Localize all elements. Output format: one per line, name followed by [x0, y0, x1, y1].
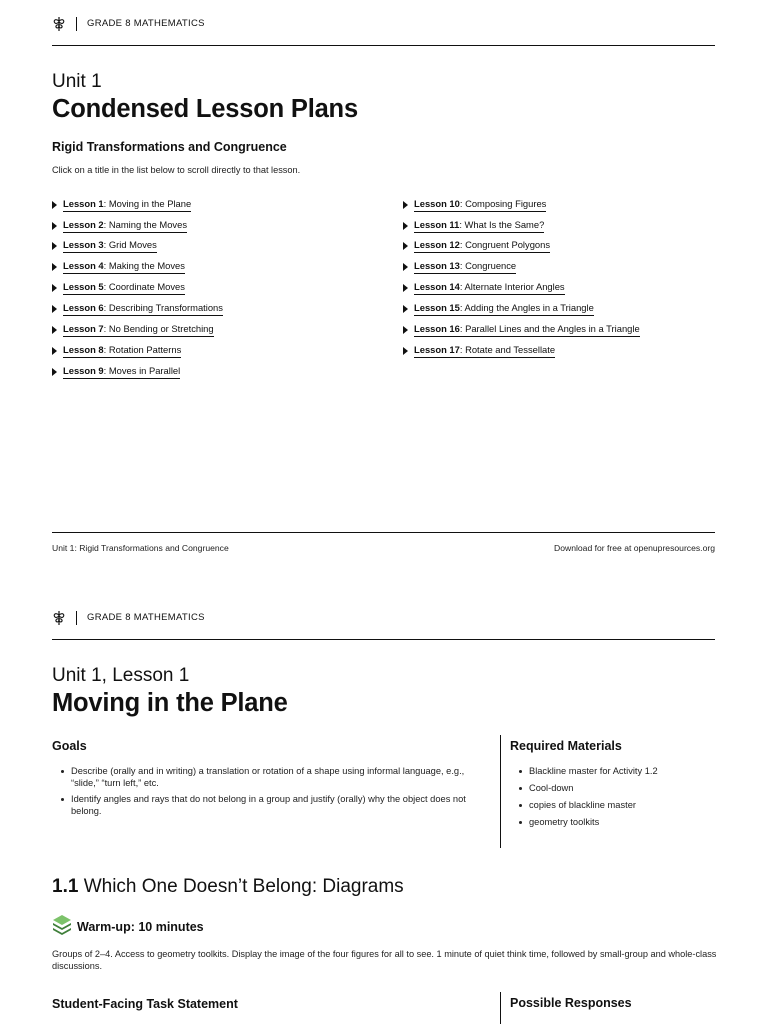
page-title: Condensed Lesson Plans	[52, 95, 358, 123]
triangle-bullet-icon	[52, 263, 57, 271]
triangle-bullet-icon	[52, 347, 57, 355]
stacked-layers-icon	[52, 914, 72, 936]
triangle-bullet-icon	[52, 222, 57, 230]
lesson-link-6[interactable]: Lesson 6: Describing Transformations	[52, 302, 223, 316]
footer-download-link[interactable]: Download for free at openupresources.org	[554, 543, 715, 553]
lesson-link-8[interactable]: Lesson 8: Rotation Patterns	[52, 344, 181, 358]
page-2	[0, 594, 768, 1024]
lesson-link-1[interactable]: Lesson 1: Moving in the Plane	[52, 198, 191, 212]
header-label: GRADE 8 MATHEMATICS	[87, 612, 205, 623]
instruction-text: Click on a title in the list below to scroll directly to that lesson.	[52, 165, 301, 175]
goal-item: Describe (orally and in writing) a translation or rotation of a shape using informal language, e.g., “slide,” “turn left,” etc.	[52, 765, 482, 789]
lesson-link-4[interactable]: Lesson 4: Making the Moves	[52, 260, 185, 274]
warmup-instructions: Groups of 2–4. Access to geometry toolkits. Display the image of the four figures for all to see. 1 minute of quiet think time, followed by small-group and whole-class discussions.	[52, 949, 717, 971]
goals-list	[52, 765, 482, 821]
lesson-link-2[interactable]: Lesson 2: Naming the Moves	[52, 219, 187, 233]
unit-subtitle: Rigid Transformations and Congruence	[52, 140, 287, 154]
flower-logo-icon	[52, 16, 66, 32]
materials-list	[510, 765, 730, 833]
activity-number: 1.1	[52, 876, 79, 897]
triangle-bullet-icon	[403, 305, 408, 313]
triangle-bullet-icon	[403, 222, 408, 230]
triangle-bullet-icon	[403, 263, 408, 271]
triangle-bullet-icon	[403, 326, 408, 334]
lesson-link-10[interactable]: Lesson 10: Composing Figures	[403, 198, 546, 212]
footer-unit-label: Unit 1: Rigid Transformations and Congruence	[52, 543, 229, 553]
lesson-link-9[interactable]: Lesson 9: Moves in Parallel	[52, 365, 180, 379]
lesson-link-17[interactable]: Lesson 17: Rotate and Tessellate	[403, 344, 555, 358]
footer-rule	[52, 532, 715, 533]
lesson-link-11[interactable]: Lesson 11: What Is the Same?	[403, 219, 544, 233]
lesson-link-5[interactable]: Lesson 5: Coordinate Moves	[52, 281, 185, 295]
header-rule	[52, 45, 715, 46]
activity-heading	[52, 876, 404, 898]
lesson-link-3[interactable]: Lesson 3: Grid Moves	[52, 239, 157, 253]
column-divider	[500, 735, 501, 848]
triangle-bullet-icon	[52, 368, 57, 376]
header-rule	[52, 639, 715, 640]
triangle-bullet-icon	[403, 347, 408, 355]
triangle-bullet-icon	[403, 242, 408, 250]
lesson-link-14[interactable]: Lesson 14: Alternate Interior Angles	[403, 281, 565, 295]
goal-item: Identify angles and rays that do not belong in a group and justify (orally) why the object does not belong.	[52, 793, 482, 817]
lesson-link-15[interactable]: Lesson 15: Adding the Angles in a Triangle	[403, 302, 594, 316]
lesson-title: Moving in the Plane	[52, 689, 288, 717]
lesson-link-12[interactable]: Lesson 12: Congruent Polygons	[403, 239, 550, 253]
lesson-link-7[interactable]: Lesson 7: No Bending or Stretching	[52, 323, 214, 337]
possible-responses-heading: Possible Responses	[510, 996, 632, 1010]
materials-heading: Required Materials	[510, 739, 622, 753]
lesson-unit-label: Unit 1, Lesson 1	[52, 665, 190, 686]
triangle-bullet-icon	[52, 201, 57, 209]
warmup-label: Warm-up: 10 minutes	[77, 920, 204, 934]
triangle-bullet-icon	[52, 284, 57, 292]
material-item: geometry toolkits	[510, 816, 730, 828]
task-statement-heading: Student-Facing Task Statement	[52, 997, 238, 1011]
header-separator	[76, 17, 77, 31]
activity-title: Which One Doesn’t Belong: Diagrams	[83, 876, 404, 897]
material-item: copies of blackline master	[510, 799, 730, 811]
material-item: Blackline master for Activity 1.2	[510, 765, 730, 777]
unit-label: Unit 1	[52, 71, 102, 92]
goals-heading: Goals	[52, 739, 87, 753]
column-divider	[500, 992, 501, 1024]
triangle-bullet-icon	[52, 305, 57, 313]
lesson-link-13[interactable]: Lesson 13: Congruence	[403, 260, 516, 274]
triangle-bullet-icon	[403, 201, 408, 209]
lesson-link-16[interactable]: Lesson 16: Parallel Lines and the Angles in a Triangle	[403, 323, 640, 337]
triangle-bullet-icon	[403, 284, 408, 292]
triangle-bullet-icon	[52, 326, 57, 334]
triangle-bullet-icon	[52, 242, 57, 250]
flower-logo-icon	[52, 610, 66, 626]
header-separator	[76, 611, 77, 625]
header-label: GRADE 8 MATHEMATICS	[87, 18, 205, 29]
material-item: Cool-down	[510, 782, 730, 794]
